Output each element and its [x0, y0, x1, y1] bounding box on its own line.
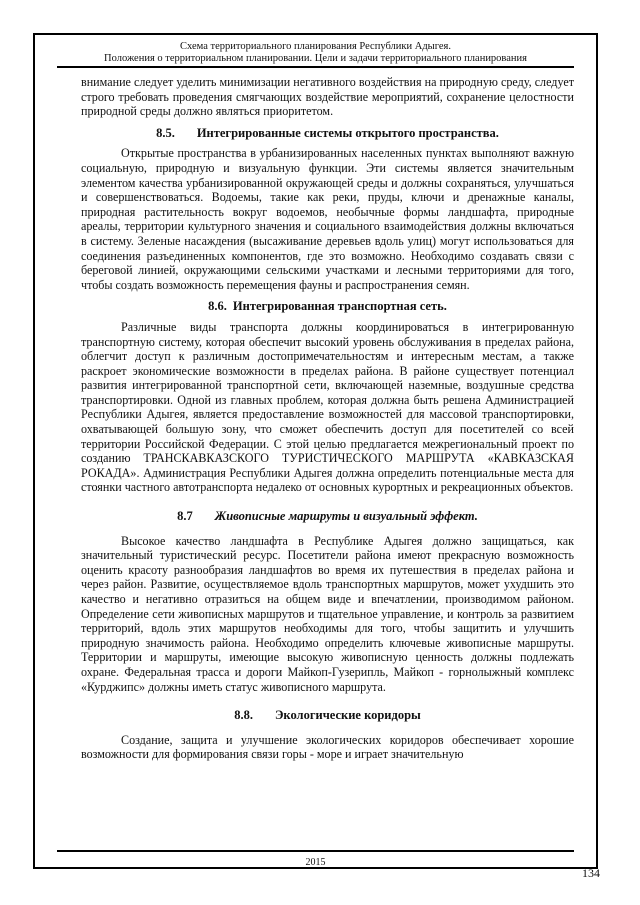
section-number: 8.7	[177, 509, 193, 524]
section-title: Экологические коридоры	[274, 708, 421, 723]
section-8-8-paragraph: Создание, защита и улучшение экологических коридоров обеспечивает хорошие возможности для формирования связи горы - море и играет значительную	[81, 732, 574, 762]
intro-paragraph: внимание следует уделить минимизации негативного воздействия на природную среду, следует строго требовать проведения смягчающих воздействие мероприятий, сохранение целостности природной среды должно являться приоритетом.	[81, 75, 574, 119]
section-8-7-paragraph: Высокое качество ландшафта в Республике Адыгея должно защищаться, как значительный туристический ресурс. Посетители района имеют прекрасную возможность оценить красоту разнообразия ландшафтов во время их путешествия в пределах района и через район. Развитие, осуществляемое вдоль транспортных маршрутов, может ухудшить это качество и негативно отразиться на общем виде и впечатлении, производимом районом. Определение сети живописных маршрутов и тщательное управление, и контроль за развитием территорий, вдоль этих маршрутов необходимы для того, чтобы защитить и улучшить природную значимость района. Необходимо определить ключевые живописные маршруты. Территории и маршруты, имеющие высокую живописную ценность должны подлежать охране. Федеральная трасса и дороги Майкоп-Гузерипль, Майкоп - горнолыжный комплекс «Курджипс» должны иметь статус живописного маршрута.	[81, 533, 574, 694]
footer-year: 2015	[305, 857, 326, 868]
page-number: 134	[582, 866, 600, 880]
section-heading-8-6	[81, 299, 574, 314]
section-number: 8.6.	[208, 299, 227, 314]
section-8-6-paragraph: Различные виды транспорта должны координироваться в интегрированную транспортную систему, которая обеспечит высокий уровень обслуживания в пределах района, облегчит доступ к различным достопримечательностям и интересным местам, а также раскроет экономические возможности в пределах района. В районе существует потенциал развития интегрированной транспортной сети, включающей наземные, воздушные средства транспортировки. Одной из главных проблем, которая должна быть решена Администрацией Республики Адыгея, является предоставление возможностей для массовой транспортировки, охватывающей большую зону, что сможет обеспечить доступ для посетителей со всей территории Российской Федерации. С этой целью предлагается межрегиональный проект по созданию ТРАНСКАВКАЗСКОГО ТУРИСТИЧЕСКОГО МАРШРУТА «КАВКАЗСКАЯ РОКАДА». Администрация Республики Адыгея должна определить потенциальные места для стоянки частного автотранспорта недалеко от основных курортных и рекреационных объектов.	[81, 319, 574, 495]
header-rule	[57, 66, 574, 68]
section-number: 8.5.	[156, 125, 175, 140]
page-header	[35, 41, 596, 65]
section-title: Интегрированная транспортная сеть.	[232, 299, 447, 314]
footer-rule	[57, 850, 574, 852]
header-line-1: Схема территориального планирования Республики Адыгея.	[179, 41, 451, 52]
section-heading-8-5	[81, 126, 574, 141]
section-number: 8.8.	[234, 708, 253, 723]
section-title: Интегрированные системы открытого пространства.	[196, 125, 499, 140]
section-8-5-paragraph: Открытые пространства в урбанизированных населенных пунктах выполняют важную социальную, природную и визуальную функции. Эти системы является значительным элементом качества урбанизированной окружающей среды и должны сохраняться, улучшаться и совершенствоваться. Водоемы, такие как реки, пруды, ключи и дренажные каналы, природная растительность вокруг водоемов, необычные формы ландшафта, природные ареалы, территории культурного значения и социального взаимодействия должны включаться в систему. Зеленые насаждения (высаживание деревьев вдоль улиц) могут использоваться для соединения разъединенных компонентов, где это возможно. Необходимо создавать связи с береговой линией, окружающими сельскими участками и лесными территориями для того, чтобы создать возможность перемещения фауны и распространения семян.	[81, 146, 574, 292]
page-frame	[33, 33, 598, 869]
document-body	[81, 75, 574, 762]
header-line-2: Положения о территориальном планировании. Цели и задачи территориального планирования	[104, 53, 527, 64]
section-heading-8-7	[81, 509, 574, 524]
section-heading-8-8	[81, 708, 574, 723]
section-title: Живописные маршруты и визуальный эффект.	[214, 509, 478, 524]
